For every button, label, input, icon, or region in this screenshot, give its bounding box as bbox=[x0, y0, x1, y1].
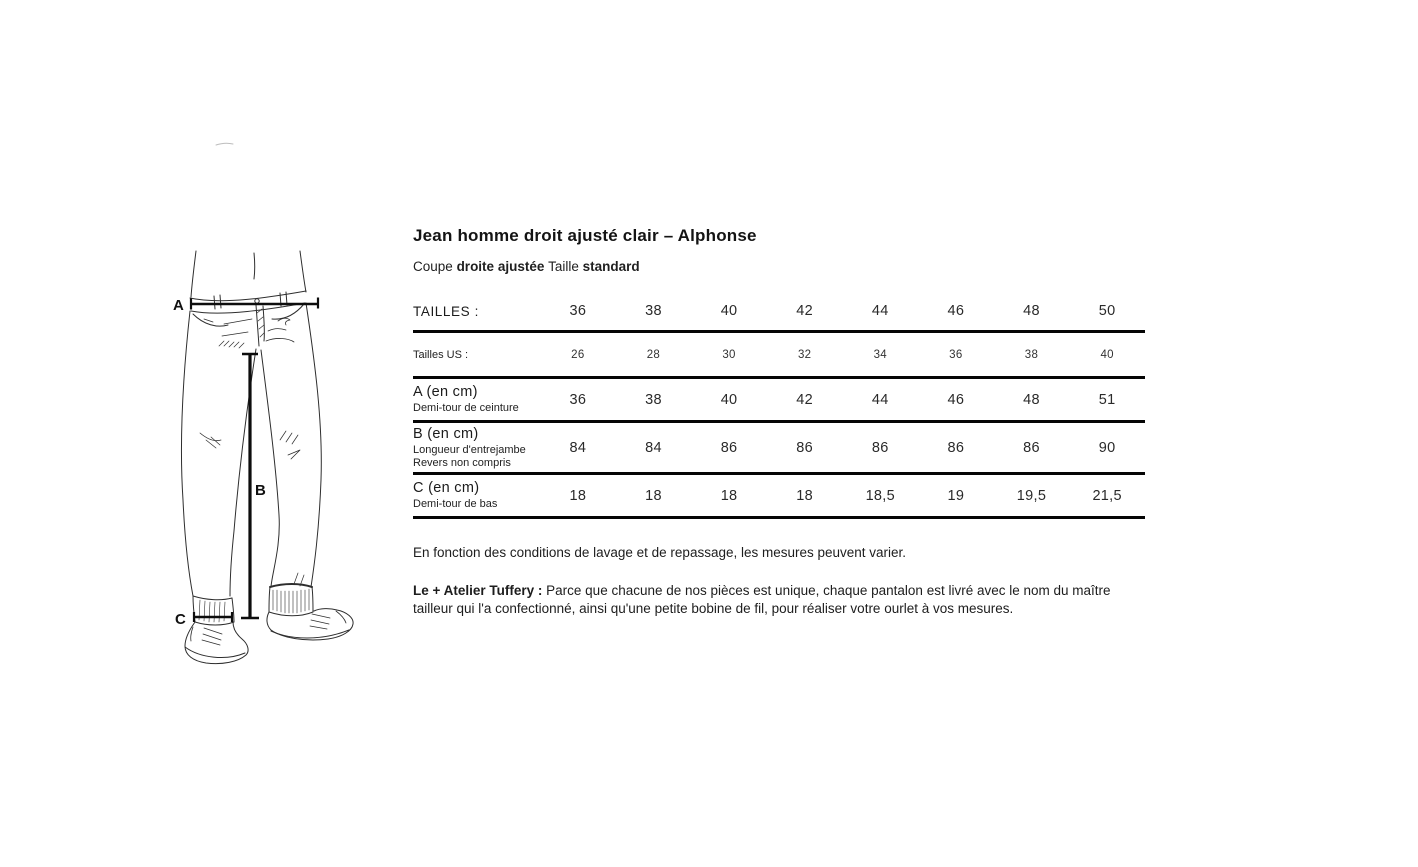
measure-c-line bbox=[194, 612, 232, 622]
size-cell: 50 bbox=[1069, 292, 1145, 332]
measure-cell: 19,5 bbox=[994, 474, 1070, 518]
us-size-cell: 32 bbox=[767, 332, 843, 378]
measure-c-label: C bbox=[175, 611, 186, 628]
measure-cell: 86 bbox=[918, 422, 994, 474]
measure-cell: 90 bbox=[1069, 422, 1145, 474]
size-cell: 38 bbox=[616, 292, 692, 332]
size-value: standard bbox=[582, 259, 640, 274]
size-label: Taille bbox=[548, 259, 579, 274]
measure-a-label: A bbox=[173, 297, 184, 314]
us-size-cell: 40 bbox=[1069, 332, 1145, 378]
row-c-desc: Demi-tour de bas bbox=[413, 498, 498, 510]
measure-cell: 18 bbox=[616, 474, 692, 518]
measure-cell: 40 bbox=[691, 378, 767, 422]
measure-cell: 19 bbox=[918, 474, 994, 518]
size-cell: 36 bbox=[540, 292, 616, 332]
us-size-cell: 30 bbox=[691, 332, 767, 378]
fit-line bbox=[413, 259, 640, 274]
size-cell: 42 bbox=[767, 292, 843, 332]
fit-label: Coupe bbox=[413, 259, 453, 274]
atelier-note-line1: Le + Atelier Tuffery : Parce que chacune de nos pièces est unique, chaque pantalon est livré avec le nom du maître bbox=[413, 583, 1111, 598]
measure-cell: 84 bbox=[616, 422, 692, 474]
table-row-sizes bbox=[413, 292, 1145, 332]
size-table bbox=[413, 292, 1145, 519]
atelier-note-line2: tailleur qui l'a confectionné, ainsi qu'une petite bobine de fil, pour réaliser votre ourlet à vos mesures. bbox=[413, 601, 1014, 616]
measure-cell: 21,5 bbox=[1069, 474, 1145, 518]
measure-cell: 44 bbox=[842, 378, 918, 422]
row-c-code: C (en cm) bbox=[413, 480, 480, 496]
measure-cell: 18 bbox=[691, 474, 767, 518]
sizes-header-label: TAILLES : bbox=[413, 292, 540, 332]
table-row-us-sizes bbox=[413, 332, 1145, 378]
atelier-note bbox=[413, 582, 1111, 618]
us-size-cell: 38 bbox=[994, 332, 1070, 378]
measure-cell: 86 bbox=[691, 422, 767, 474]
row-b-desc: Longueur d'entrejambe bbox=[413, 443, 526, 456]
measure-cell: 51 bbox=[1069, 378, 1145, 422]
measure-cell: 36 bbox=[540, 378, 616, 422]
measure-cell: 84 bbox=[540, 422, 616, 474]
us-size-cell: 26 bbox=[540, 332, 616, 378]
measure-cell: 48 bbox=[994, 378, 1070, 422]
measure-cell: 38 bbox=[616, 378, 692, 422]
washing-note: En fonction des conditions de lavage et de repassage, les mesures peuvent varier. bbox=[413, 545, 907, 560]
atelier-note-prefix: Le + Atelier Tuffery : bbox=[413, 583, 543, 598]
table-row-measure-c bbox=[413, 474, 1145, 518]
us-size-cell: 28 bbox=[616, 332, 692, 378]
jeans-sketch bbox=[160, 135, 360, 675]
us-sizes-label: Tailles US : bbox=[413, 332, 540, 378]
row-b-code: B (en cm) bbox=[413, 425, 479, 442]
measure-cell: 18,5 bbox=[842, 474, 918, 518]
measure-cell: 86 bbox=[767, 422, 843, 474]
size-cell: 46 bbox=[918, 292, 994, 332]
row-a-code: A (en cm) bbox=[413, 384, 478, 400]
measure-cell: 18 bbox=[540, 474, 616, 518]
measure-cell: 46 bbox=[918, 378, 994, 422]
measure-cell: 18 bbox=[767, 474, 843, 518]
us-size-cell: 36 bbox=[918, 332, 994, 378]
measure-b-label: B bbox=[255, 482, 266, 499]
measure-cell: 86 bbox=[842, 422, 918, 474]
measure-cell: 42 bbox=[767, 378, 843, 422]
table-row-measure-b bbox=[413, 422, 1145, 474]
us-size-cell: 34 bbox=[842, 332, 918, 378]
size-cell: 48 bbox=[994, 292, 1070, 332]
row-b-desc2: Revers non compris bbox=[413, 456, 511, 469]
table-row-measure-a bbox=[413, 378, 1145, 422]
size-cell: 40 bbox=[691, 292, 767, 332]
fit-value: droite ajustée bbox=[456, 259, 545, 274]
row-a-desc: Demi-tour de ceinture bbox=[413, 402, 519, 414]
measure-cell: 86 bbox=[994, 422, 1070, 474]
size-cell: 44 bbox=[842, 292, 918, 332]
measure-a-line bbox=[191, 298, 318, 310]
page-title: Jean homme droit ajusté clair – Alphonse bbox=[413, 226, 757, 245]
